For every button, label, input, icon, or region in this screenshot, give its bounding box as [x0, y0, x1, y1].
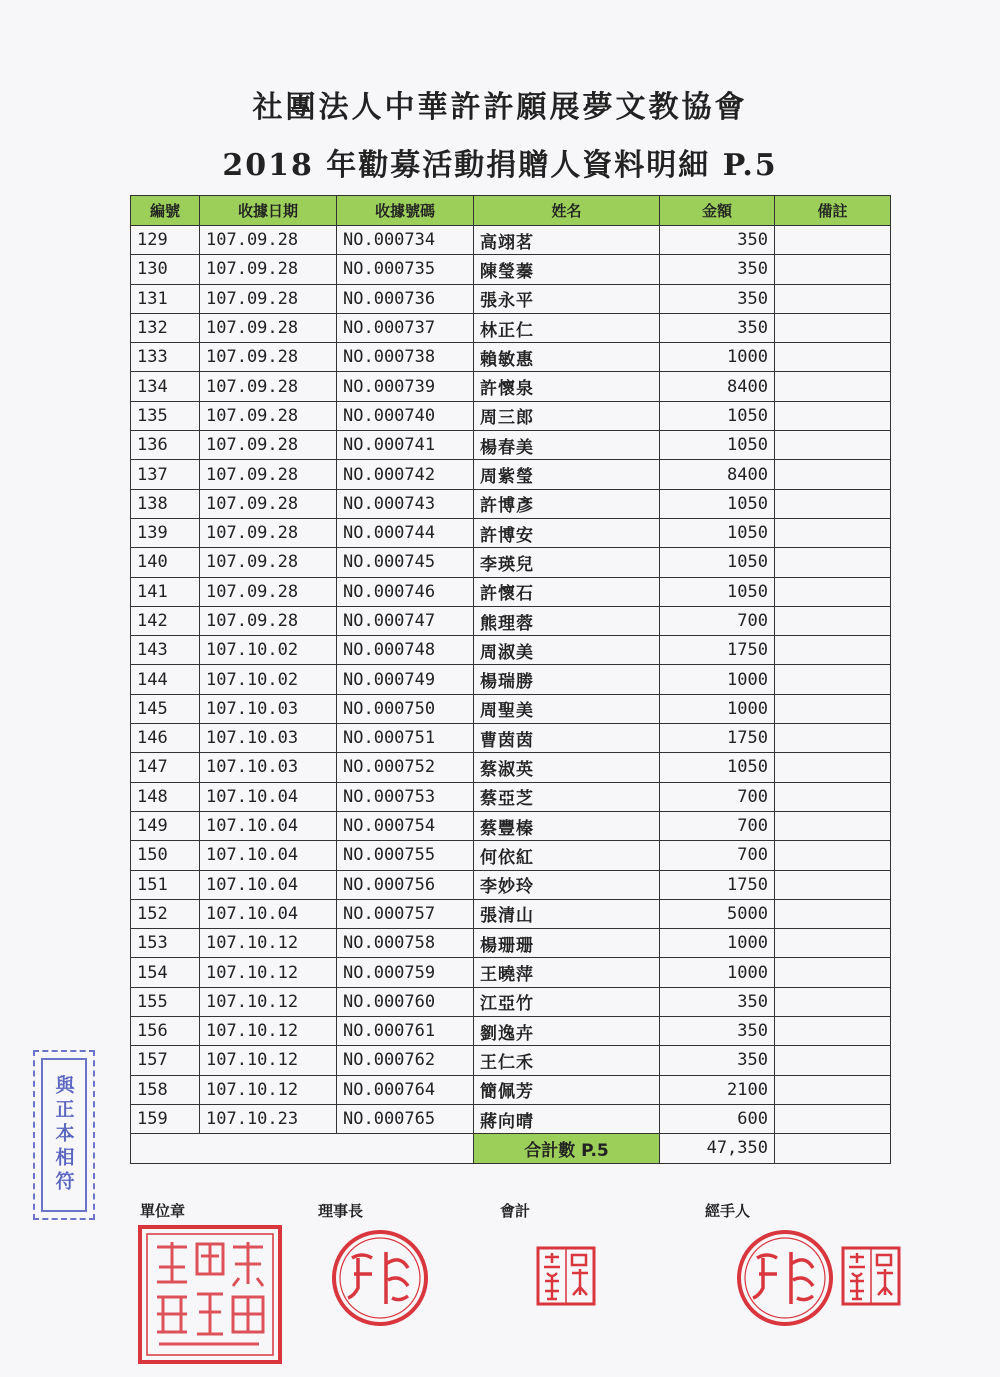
receipt-date: 107.09.28	[200, 489, 337, 518]
remarks	[775, 343, 891, 372]
chairman-seal-icon	[330, 1228, 430, 1328]
donor-name: 王仁禾	[474, 1046, 660, 1075]
donation-amount: 1000	[660, 958, 775, 987]
row-number: 151	[131, 870, 200, 899]
table-row	[131, 724, 891, 753]
row-number: 148	[131, 782, 200, 811]
document-subtitle: 2018 年勸募活動捐贈人資料明細 P.5	[222, 148, 778, 183]
receipt-number: NO.000746	[337, 577, 474, 606]
donation-amount: 1750	[660, 870, 775, 899]
receipt-number: NO.000750	[337, 694, 474, 723]
receipt-date: 107.10.12	[200, 1046, 337, 1075]
remarks	[775, 401, 891, 430]
receipt-number: NO.000764	[337, 1075, 474, 1104]
remarks	[775, 665, 891, 694]
row-number: 133	[131, 343, 200, 372]
row-number: 145	[131, 694, 200, 723]
donor-name: 許博安	[474, 518, 660, 547]
receipt-number: NO.000734	[337, 226, 474, 255]
unit-seal-icon	[135, 1222, 285, 1367]
total-blank	[131, 1134, 474, 1163]
receipt-date: 107.10.04	[200, 782, 337, 811]
receipt-number: NO.000739	[337, 372, 474, 401]
donor-name: 周聖美	[474, 694, 660, 723]
row-number: 130	[131, 255, 200, 284]
donation-amount: 1050	[660, 401, 775, 430]
donor-name: 周淑美	[474, 636, 660, 665]
donor-name: 楊珊珊	[474, 929, 660, 958]
donor-name: 蔡豐榛	[474, 811, 660, 840]
donation-amount: 1000	[660, 929, 775, 958]
table-header-row	[131, 196, 891, 226]
remarks	[775, 636, 891, 665]
receipt-number: NO.000755	[337, 841, 474, 870]
row-number: 154	[131, 958, 200, 987]
receipt-date: 107.09.28	[200, 343, 337, 372]
receipt-number: NO.000761	[337, 1017, 474, 1046]
donation-amount: 1050	[660, 489, 775, 518]
remarks	[775, 226, 891, 255]
donor-name: 張清山	[474, 899, 660, 928]
row-number: 138	[131, 489, 200, 518]
donation-amount: 350	[660, 255, 775, 284]
row-number: 155	[131, 987, 200, 1016]
table-row	[131, 226, 891, 255]
receipt-number: NO.000735	[337, 255, 474, 284]
table-row	[131, 870, 891, 899]
donor-name: 李瑛兒	[474, 548, 660, 577]
donor-name: 高翊茗	[474, 226, 660, 255]
donation-amount: 350	[660, 1017, 775, 1046]
remarks	[775, 753, 891, 782]
receipt-date: 107.10.12	[200, 958, 337, 987]
remarks	[775, 518, 891, 547]
accountant-seal-icon	[535, 1245, 597, 1307]
receipt-number: NO.000757	[337, 899, 474, 928]
receipt-number: NO.000754	[337, 811, 474, 840]
receipt-date: 107.09.28	[200, 548, 337, 577]
column-header-name: 姓名	[474, 196, 660, 226]
column-header-receipt: 收據號碼	[337, 196, 474, 226]
table-row	[131, 313, 891, 342]
donor-name: 賴敏惠	[474, 343, 660, 372]
table-row	[131, 284, 891, 313]
row-number: 152	[131, 899, 200, 928]
remarks	[775, 1075, 891, 1104]
receipt-number: NO.000738	[337, 343, 474, 372]
receipt-date: 107.09.28	[200, 606, 337, 635]
receipt-date: 107.10.03	[200, 724, 337, 753]
receipt-date: 107.10.12	[200, 987, 337, 1016]
remarks	[775, 899, 891, 928]
receipt-date: 107.09.28	[200, 255, 337, 284]
table-row	[131, 372, 891, 401]
donation-amount: 1050	[660, 431, 775, 460]
donation-amount: 1000	[660, 694, 775, 723]
receipt-number: NO.000737	[337, 313, 474, 342]
remarks	[775, 987, 891, 1016]
table-row	[131, 1046, 891, 1075]
row-number: 158	[131, 1075, 200, 1104]
total-row	[131, 1134, 891, 1163]
receipt-date: 107.10.12	[200, 929, 337, 958]
table-row	[131, 1104, 891, 1133]
remarks	[775, 372, 891, 401]
row-number: 147	[131, 753, 200, 782]
table-row	[131, 518, 891, 547]
donation-amount: 600	[660, 1104, 775, 1133]
remarks	[775, 255, 891, 284]
donation-amount: 700	[660, 811, 775, 840]
remarks	[775, 694, 891, 723]
receipt-date: 107.09.28	[200, 313, 337, 342]
table-row	[131, 694, 891, 723]
table-row	[131, 782, 891, 811]
donation-amount: 1050	[660, 518, 775, 547]
donor-name: 李妙玲	[474, 870, 660, 899]
receipt-number: NO.000743	[337, 489, 474, 518]
column-header-date: 收據日期	[200, 196, 337, 226]
donor-name: 江亞竹	[474, 987, 660, 1016]
table-row	[131, 431, 891, 460]
receipt-number: NO.000753	[337, 782, 474, 811]
remarks	[775, 431, 891, 460]
signature-accountant-label: 會計	[500, 1202, 531, 1220]
organization-title: 社團法人中華許許願展夢文教協會	[252, 90, 748, 125]
remarks	[775, 724, 891, 753]
signature-unit-label: 單位章	[140, 1202, 186, 1220]
table-row	[131, 899, 891, 928]
remarks	[775, 811, 891, 840]
receipt-number: NO.000765	[337, 1104, 474, 1133]
donation-amount: 350	[660, 284, 775, 313]
donation-amount: 350	[660, 987, 775, 1016]
donation-amount: 1000	[660, 665, 775, 694]
receipt-number: NO.000759	[337, 958, 474, 987]
receipt-date: 107.10.04	[200, 899, 337, 928]
remarks	[775, 577, 891, 606]
donation-amount: 1050	[660, 577, 775, 606]
receipt-number: NO.000745	[337, 548, 474, 577]
receipt-date: 107.09.28	[200, 372, 337, 401]
column-header-number: 編號	[131, 196, 200, 226]
table-row	[131, 636, 891, 665]
table-row	[131, 577, 891, 606]
donor-table	[130, 195, 891, 1164]
remarks	[775, 929, 891, 958]
remarks	[775, 1104, 891, 1133]
receipt-date: 107.10.03	[200, 753, 337, 782]
donor-name: 簡佩芳	[474, 1075, 660, 1104]
total-remarks	[775, 1134, 891, 1163]
row-number: 141	[131, 577, 200, 606]
donor-name: 周紫瑩	[474, 460, 660, 489]
remarks	[775, 841, 891, 870]
row-number: 157	[131, 1046, 200, 1075]
receipt-date: 107.10.03	[200, 694, 337, 723]
table-row	[131, 1017, 891, 1046]
row-number: 150	[131, 841, 200, 870]
receipt-date: 107.09.28	[200, 460, 337, 489]
remarks	[775, 460, 891, 489]
table-row	[131, 343, 891, 372]
donor-name: 熊理蓉	[474, 606, 660, 635]
donor-name: 林正仁	[474, 313, 660, 342]
table-row	[131, 665, 891, 694]
certified-copy-stamp	[33, 1050, 95, 1220]
receipt-number: NO.000758	[337, 929, 474, 958]
receipt-date: 107.10.04	[200, 811, 337, 840]
total-label: 合計數 P.5	[474, 1134, 660, 1163]
donor-name: 蔣向晴	[474, 1104, 660, 1133]
receipt-number: NO.000736	[337, 284, 474, 313]
donor-name: 蔡淑英	[474, 753, 660, 782]
donation-amount: 1750	[660, 636, 775, 665]
row-number: 146	[131, 724, 200, 753]
remarks	[775, 489, 891, 518]
row-number: 135	[131, 401, 200, 430]
receipt-date: 107.10.04	[200, 870, 337, 899]
donor-name: 張永平	[474, 284, 660, 313]
remarks	[775, 548, 891, 577]
receipt-date: 107.09.28	[200, 401, 337, 430]
receipt-date: 107.10.02	[200, 636, 337, 665]
row-number: 136	[131, 431, 200, 460]
receipt-date: 107.10.02	[200, 665, 337, 694]
donation-amount: 1050	[660, 548, 775, 577]
donation-amount: 2100	[660, 1075, 775, 1104]
receipt-number: NO.000741	[337, 431, 474, 460]
donation-amount: 700	[660, 841, 775, 870]
row-number: 129	[131, 226, 200, 255]
column-header-amount: 金額	[660, 196, 775, 226]
remarks	[775, 313, 891, 342]
donor-name: 何依紅	[474, 841, 660, 870]
donor-name: 許懷泉	[474, 372, 660, 401]
donor-name: 蔡亞芝	[474, 782, 660, 811]
column-header-remarks: 備註	[775, 196, 891, 226]
donor-name: 楊春美	[474, 431, 660, 460]
row-number: 156	[131, 1017, 200, 1046]
table-row	[131, 841, 891, 870]
table-row	[131, 1075, 891, 1104]
receipt-number: NO.000749	[337, 665, 474, 694]
table-body	[131, 226, 891, 1134]
receipt-date: 107.10.12	[200, 1017, 337, 1046]
donation-amount: 700	[660, 606, 775, 635]
remarks	[775, 284, 891, 313]
row-number: 149	[131, 811, 200, 840]
row-number: 143	[131, 636, 200, 665]
receipt-number: NO.000744	[337, 518, 474, 547]
remarks	[775, 1017, 891, 1046]
row-number: 139	[131, 518, 200, 547]
receipt-date: 107.09.28	[200, 226, 337, 255]
donation-amount: 8400	[660, 372, 775, 401]
donation-amount: 350	[660, 313, 775, 342]
signature-handler-label: 經手人	[705, 1202, 751, 1220]
table-row	[131, 255, 891, 284]
signature-chairman-label: 理事長	[318, 1202, 364, 1220]
row-number: 137	[131, 460, 200, 489]
donor-name: 陳瑩蓁	[474, 255, 660, 284]
receipt-date: 107.09.28	[200, 577, 337, 606]
receipt-date: 107.10.12	[200, 1075, 337, 1104]
receipt-date: 107.09.28	[200, 431, 337, 460]
receipt-number: NO.000747	[337, 606, 474, 635]
remarks	[775, 606, 891, 635]
row-number: 144	[131, 665, 200, 694]
donation-amount: 350	[660, 226, 775, 255]
row-number: 142	[131, 606, 200, 635]
handler-secondary-seal-icon	[840, 1245, 902, 1307]
donation-amount: 700	[660, 782, 775, 811]
remarks	[775, 1046, 891, 1075]
donor-name: 劉逸卉	[474, 1017, 660, 1046]
row-number: 134	[131, 372, 200, 401]
receipt-number: NO.000748	[337, 636, 474, 665]
receipt-number: NO.000742	[337, 460, 474, 489]
table-row	[131, 753, 891, 782]
donor-name: 王曉萍	[474, 958, 660, 987]
table-row	[131, 401, 891, 430]
receipt-date: 107.10.23	[200, 1104, 337, 1133]
table-row	[131, 987, 891, 1016]
receipt-number: NO.000760	[337, 987, 474, 1016]
table-row	[131, 548, 891, 577]
donation-amount: 1050	[660, 753, 775, 782]
donor-name: 許博彥	[474, 489, 660, 518]
donation-amount: 1750	[660, 724, 775, 753]
handler-seal-icon	[735, 1228, 835, 1328]
receipt-number: NO.000762	[337, 1046, 474, 1075]
table-row	[131, 929, 891, 958]
donation-amount: 1000	[660, 343, 775, 372]
row-number: 159	[131, 1104, 200, 1133]
row-number: 153	[131, 929, 200, 958]
certified-copy-text: 與正本相符	[52, 1075, 75, 1195]
donation-amount: 350	[660, 1046, 775, 1075]
receipt-date: 107.09.28	[200, 518, 337, 547]
donation-amount: 5000	[660, 899, 775, 928]
row-number: 140	[131, 548, 200, 577]
donor-name: 許懷石	[474, 577, 660, 606]
receipt-number: NO.000740	[337, 401, 474, 430]
receipt-number: NO.000751	[337, 724, 474, 753]
table-row	[131, 606, 891, 635]
row-number: 132	[131, 313, 200, 342]
donor-name: 曹茵茵	[474, 724, 660, 753]
donor-name: 楊瑞勝	[474, 665, 660, 694]
total-value: 47,350	[660, 1134, 775, 1163]
table-row	[131, 460, 891, 489]
remarks	[775, 870, 891, 899]
receipt-number: NO.000756	[337, 870, 474, 899]
table-row	[131, 489, 891, 518]
receipt-date: 107.09.28	[200, 284, 337, 313]
row-number: 131	[131, 284, 200, 313]
table-row	[131, 958, 891, 987]
donation-amount: 8400	[660, 460, 775, 489]
table-row	[131, 811, 891, 840]
donor-name: 周三郎	[474, 401, 660, 430]
remarks	[775, 782, 891, 811]
remarks	[775, 958, 891, 987]
receipt-number: NO.000752	[337, 753, 474, 782]
receipt-date: 107.10.04	[200, 841, 337, 870]
